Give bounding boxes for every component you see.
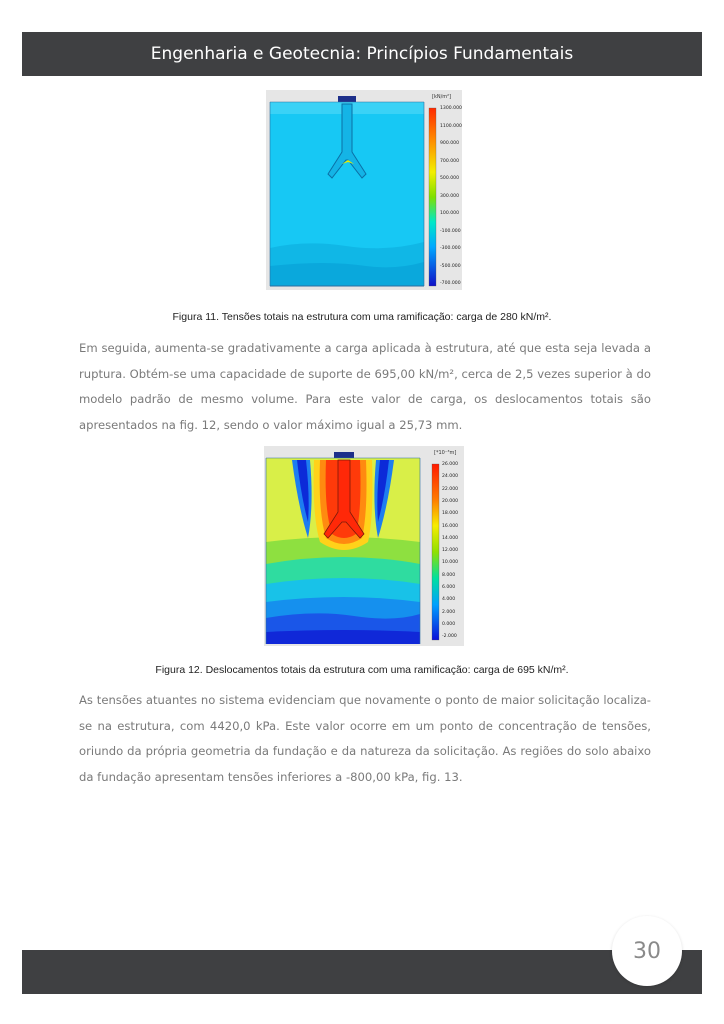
- displacement-legend-label: 16.000: [442, 523, 459, 529]
- stress-legend-label: 700.000: [440, 158, 459, 164]
- displacement-legend-label: 0.000: [442, 621, 456, 627]
- figure11-caption: Figura 11. Tensões totais na estrutura com uma ramificação: carga de 280 kN/m².: [172, 311, 552, 323]
- displacement-legend-label: -2.000: [442, 634, 457, 640]
- header-title: Engenharia e Geotecnia: Princípios Fundamentais: [150, 44, 574, 64]
- displacement-legend-label: 20.000: [442, 498, 459, 504]
- displacement-legend-labels: [442, 462, 464, 646]
- figure-total-displacement: [264, 446, 464, 646]
- load-plate: [334, 452, 354, 458]
- paragraph-2: As tensões atuantes no sistema evidenciam que novamente o ponto de maior solicitação localiza-se na estrutura, com 4420,0 kPa. Este valor ocorre em um ponto de concentração de tensões, oriundo da própria geometria da fundação e da natureza da solicitação. As regiões do solo abaixo da fundação apresentam tensões inferiores a -800,00 kPa, fig. 13.: [79, 693, 651, 784]
- displacement-legend-label: 2.000: [442, 609, 456, 615]
- displacement-legend-label: 22.000: [442, 486, 459, 492]
- stress-legend-label: 1100.000: [440, 123, 462, 129]
- stress-legend-label: 900.000: [440, 141, 459, 146]
- stress-legend-label: -300.000: [440, 246, 461, 251]
- figure12-caption: Figura 12. Deslocamentos totais da estrutura com uma ramificação: carga de 695 kN/m².: [155, 664, 569, 676]
- stress-legend-label: 300.000: [440, 193, 459, 199]
- stress-contour-plot: [266, 90, 462, 290]
- paragraph-1: Em seguida, aumenta-se gradativamente a carga aplicada à estrutura, até que esta seja levada a ruptura. Obtém-se uma capacidade de suporte de 695,00 kN/m², cerca de 2,5 vezes superior à do modelo padrão de mesmo volume. Para este valor de carga, os deslocamentos totais são apresentados na fig. 12, sendo o valor máximo igual a 25,73 mm.: [79, 341, 651, 432]
- load-plate: [338, 96, 356, 102]
- stress-legend-label: -100.000: [440, 228, 461, 234]
- stress-legend-labels: [440, 106, 462, 290]
- displacement-legend-unit: [*10⁻³m]: [434, 450, 457, 456]
- displacement-legend-bar: [432, 464, 439, 640]
- stress-legend-label: -700.000: [440, 281, 461, 286]
- stress-legend-label: 1300.000: [440, 106, 462, 111]
- stress-legend-unit: [kN/m²]: [432, 94, 452, 100]
- page-number-badge: [612, 916, 682, 986]
- displacement-legend-label: 14.000: [442, 535, 459, 541]
- stress-legend-label: 500.000: [440, 176, 459, 181]
- header-bar: [22, 32, 702, 76]
- footer-bar: [22, 950, 702, 994]
- displacement-legend-label: 4.000: [442, 597, 456, 603]
- stress-legend-label: -500.000: [440, 263, 461, 269]
- stress-legend-bar: [429, 108, 436, 286]
- stress-legend-label: 100.000: [440, 211, 459, 216]
- displacement-legend-label: 24.000: [442, 474, 459, 480]
- page-number: 30: [633, 938, 661, 964]
- displacement-legend-label: 8.000: [442, 572, 456, 578]
- displacement-legend-label: 26.000: [442, 462, 459, 467]
- displacement-legend-label: 6.000: [442, 585, 456, 590]
- displacement-contour-plot: [264, 446, 464, 646]
- displacement-legend-label: 12.000: [442, 548, 459, 554]
- displacement-legend-label: 18.000: [442, 511, 459, 517]
- figure-total-stress: [266, 90, 462, 290]
- displacement-legend-label: 10.000: [442, 560, 459, 566]
